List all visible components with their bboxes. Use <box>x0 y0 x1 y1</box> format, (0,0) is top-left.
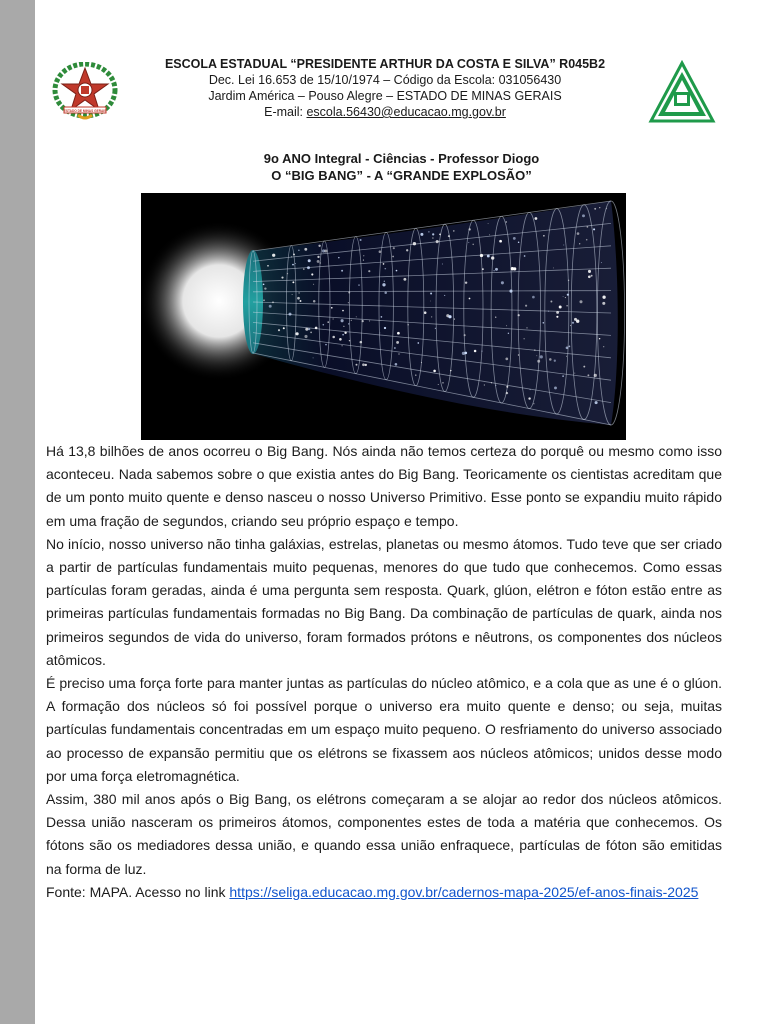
paragraph-1: Há 13,8 bilhões de anos ocorreu o Big Bang. Nós ainda não temos certeza do porquê ou mesmo como isso aconteceu. Nada sabemos sobre o que existia antes do Big Bang. Teoricamente os cientistas acreditam que de um ponto muito quente e denso nasceu o nosso Universo Primitivo. Esse ponto se expandiu muito rápido em uma fração de segundos, criando seu próprio espaço e tempo. <box>46 443 722 529</box>
document-page <box>35 0 768 1024</box>
email-link[interactable]: escola.56430@educacao.mg.gov.br <box>306 105 506 119</box>
email-line <box>135 104 635 120</box>
svg-text:POUSO ALEGRE: POUSO ALEGRE <box>665 115 699 121</box>
document-subtitle: 9o ANO Integral - Ciências - Professor Diogo <box>263 151 540 166</box>
paragraph-3: É preciso uma força forte para manter juntas as partículas do núcleo atômico, e a cola que as une é o glúon. A formação dos núcleos só foi possível porque o universo era muito quente e denso; ou seja, muitas partículas fundamentais concentradas em um espaço muito pequeno. O resfriamento do universo associado ao processo de expansão permitiu que os elétrons se fixassem aos núcleos atômicos; unidos desse modo por uma força eletromagnética. <box>46 675 722 784</box>
school-info <box>135 56 635 120</box>
source-label: Fonte: MAPA. Acesso no link <box>46 883 230 900</box>
document-title: O “BIG BANG” - A “GRANDE EXPLOSÃO” <box>271 168 532 183</box>
school-name: ESCOLA ESTADUAL “PRESIDENTE ARTHUR DA COSTA E SILVA” R045B2 <box>164 57 606 71</box>
document-header <box>35 56 768 126</box>
big-bang-illustration <box>141 193 626 440</box>
coat-of-arms-icon <box>50 62 120 122</box>
source-link[interactable]: https://seliga.educacao.mg.gov.br/cadernos-mapa-2025/ef-anos-finais-2025 <box>229 883 699 900</box>
address-line: Jardim América – Pouso Alegre – ESTADO DE MINAS GERAIS <box>208 89 562 103</box>
school-logo-icon <box>648 60 716 124</box>
source-line <box>46 881 722 904</box>
svg-text:ESTADO DE MINAS GERAIS: ESTADO DE MINAS GERAIS <box>63 108 107 113</box>
paragraph-4: Assim, 380 mil anos após o Big Bang, os elétrons começaram a se alojar ao redor dos núcleos atômicos. Dessa união nasceram os primeiros átomos, componentes estes de toda a matéria que conhecemos. Os fótons são os mediadores dessa união, e quando essa união enfraquece, partículas de fóton são emitidas na forma de luz. <box>46 791 722 877</box>
document-titles <box>35 150 768 184</box>
email-label: E-mail: <box>264 105 307 119</box>
article-body <box>46 440 722 904</box>
decree-line: Dec. Lei 16.653 de 15/10/1974 – Código da Escola: 031056430 <box>208 73 562 87</box>
page-left-margin-bar <box>0 0 35 1024</box>
paragraph-2: No início, nosso universo não tinha galáxias, estrelas, planetas ou mesmo átomos. Tudo teve que ser criado a partir de partículas fundamentais muito pequenas, menores do que tudo que conhecemos. Como essas partículas foram geradas, ainda é uma pergunta sem resposta. Quark, glúon, elétron e fóton estão entre as primeiras partículas fundamentais formadas no Big Bang. Da combinação de partículas de quark, ainda nos primeiros segundos de vida do universo, foram formados prótons e nêutrons, os componentes dos núcleos atômicos. <box>46 535 722 668</box>
